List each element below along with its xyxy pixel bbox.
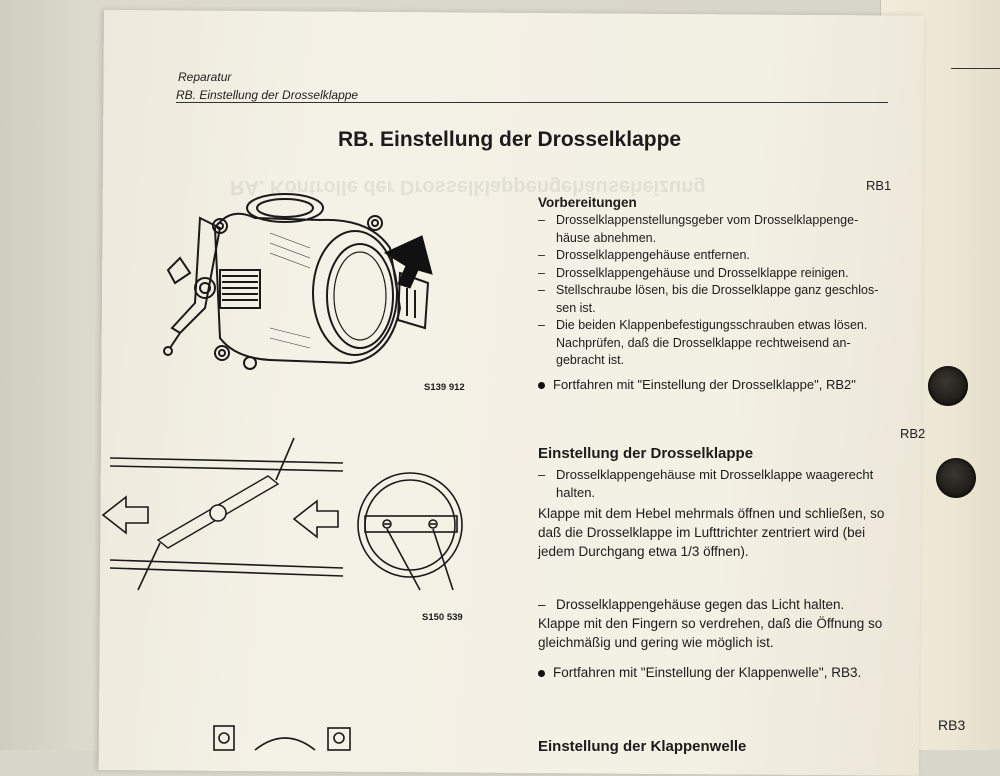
binder-hole — [936, 458, 976, 498]
running-header-section: Reparatur — [178, 70, 232, 84]
list-item-line: halten. — [556, 485, 596, 500]
paragraph-line: Klappe mit dem Hebel mehrmals öffnen und schließen, so — [538, 506, 885, 521]
rb2-heading: Einstellung der Drosselklappe — [538, 445, 754, 462]
list-item: – Drosselklappengehäuse und Drosselklappe reinigen. — [538, 265, 849, 280]
list-item: – Stellschraube lösen, bis die Drosselklappe ganz geschlos- sen ist. — [538, 283, 879, 315]
paragraph-line: Klappe mit den Fingern so verdrehen, daß die Öffnung so — [538, 616, 883, 631]
paragraph-line: jedem Durchgang etwa 1/3 öffnen). — [538, 544, 749, 559]
rb1-heading: Vorbereitungen — [538, 195, 637, 210]
throttle-plate-schematic — [98, 430, 478, 605]
list-item: – Die beiden Klappenbefestigungsschrauben etwas lösen. Nachprüfen, daß die Drosselklappe rechtweisend an- gebracht ist. — [538, 318, 868, 367]
rb1-continue-bullet — [538, 377, 856, 392]
rb2-continue-text: Fortfahren mit "Einstellung der Klappenwelle", RB3. — [553, 665, 862, 680]
rb2-step-1 — [538, 466, 938, 502]
rb2-paragraph-2 — [538, 614, 958, 652]
rb2-continue-bullet — [538, 665, 861, 680]
list-item-line: Drosselklappengehäuse und Drosselklappe reinigen. — [556, 265, 849, 280]
rb2-paragraph-1 — [538, 504, 948, 561]
list-item: – Drosselklappengehäuse entfernen. — [538, 248, 750, 262]
list-item-line: Drosselklappengehäuse mit Drosselklappe waagerecht — [556, 467, 874, 482]
bullet-dot-icon — [538, 382, 545, 389]
rb1-code: RB1 — [866, 178, 892, 193]
list-item-line: Die beiden Klappenbefestigungsschrauben etwas lösen. — [556, 318, 868, 332]
paragraph-line: daß die Drosselklappe im Lufttrichter zentriert wird (bei — [538, 525, 866, 540]
rb2-code: RB2 — [900, 426, 926, 441]
list-item: – Drosselklappengehäuse gegen das Licht halten. — [538, 597, 845, 612]
binder-hole — [928, 366, 968, 406]
manual-page — [99, 10, 924, 776]
list-item-line: Drosselklappengehäuse entfernen. — [556, 248, 750, 262]
bullet-dot-icon — [538, 670, 545, 677]
list-item-line: Stellschraube lösen, bis die Drosselklappe ganz geschlos- — [556, 283, 879, 297]
list-item: – Drosselklappengehäuse mit Drosselklappe waagerecht halten. — [538, 467, 874, 500]
rb1-continue-text: Fortfahren mit "Einstellung der Drosselklappe", RB2" — [553, 377, 856, 392]
paragraph-line: gleichmäßig und gering wie möglich ist. — [538, 635, 774, 650]
show-through-text: RA. Kontrolle der Drosselklappengehäuseheizung — [230, 176, 706, 198]
running-header-chapter: RB. Einstellung der Drosselklappe — [176, 88, 359, 102]
list-item-line: Drosselklappenstellungsgeber vom Drosselklappenge- — [556, 213, 859, 227]
list-item-line: gebracht ist. — [556, 353, 625, 367]
throttle-body-illustration — [160, 188, 460, 378]
list-item-line: Nachprüfen, daß die Drosselklappe rechtweisend an- — [556, 335, 851, 350]
figure-2-label: S150 539 — [422, 612, 463, 623]
list-item-line: Drosselklappengehäuse gegen das Licht halten. — [556, 597, 845, 612]
rb3-code: RB3 — [938, 717, 966, 733]
partial-figure-bottom — [210, 718, 360, 750]
page-title: RB. Einstellung der Drosselklappe — [338, 128, 682, 151]
list-item: – Drosselklappenstellungsgeber vom Drosselklappenge- häuse abnehmen. — [538, 213, 859, 245]
rb1-preparation-list — [538, 212, 898, 370]
list-item-line: häuse abnehmen. — [556, 230, 657, 245]
header-divider — [176, 102, 888, 103]
figure-1-label: S139 912 — [424, 382, 465, 393]
list-item-line: sen ist. — [556, 300, 596, 315]
rb2-step-2 — [538, 595, 938, 614]
rb3-heading: Einstellung der Klappenwelle — [538, 738, 747, 755]
